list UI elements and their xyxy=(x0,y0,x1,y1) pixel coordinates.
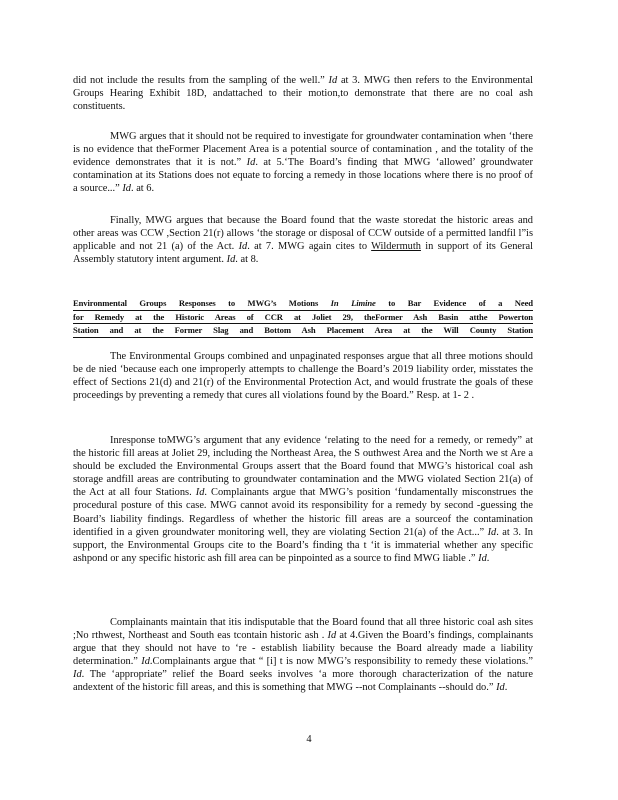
text: did not include the results from the sampling of the well.” xyxy=(73,75,325,86)
text: . at 6. xyxy=(131,183,155,195)
paragraph-2 xyxy=(73,130,533,195)
paragraph-1 xyxy=(73,74,533,113)
section-heading xyxy=(73,297,533,338)
citation: Id xyxy=(496,682,505,694)
case-name: Wildermuth xyxy=(371,241,421,253)
citation: Id xyxy=(487,526,497,538)
text: . at 5.‘The Board’s finding that MWG ‘allowed’ groundwater contamination at its Stations does not equate to forcing a remedy in those locations where there is no proof of a source...” xyxy=(73,157,533,195)
citation: Id xyxy=(122,183,131,195)
text: MWG argues that it should not be required to investigate for groundwater contamination when ‘there is no evidence that theFormer Placement Area is a potential source of contamination , and the totality of the evidence demonstrates that it is not.” xyxy=(73,131,533,169)
citation: Id xyxy=(73,669,82,681)
text: .Complainants argue that “ [i] t is now MWG’s responsibility to remedy these violations.” xyxy=(149,656,533,668)
text: Inresponse toMWG’s argument that any evidence ‘relating to the need for a remedy, or remedy” at the historic fill areas at Joliet 29, including the Northeast Area, the S outhwest Area and the North we st Are a should be excluded the Environmental Groups assert that the Board found that MWG’s historical coal ash storage andfill areas are contributing to groundwater contamination and the MWG violated Section 21(a) of the Act at all four Stations. xyxy=(73,435,533,499)
citation: Id xyxy=(246,157,256,169)
heading-line-1: Environmental Groups Responses to MWG’s Motions In Limine to Bar Evidence of a Need xyxy=(73,297,533,311)
text: . at 3. In support, the Environmental Groups cite to the Board’s finding tha t ‘it is immaterial whether any specific ashpond or any specific historic ash fill area can be pinpointed as a source to find MWG liable .” xyxy=(73,526,533,564)
text: . at 8. xyxy=(235,254,259,266)
citation: Id xyxy=(238,241,248,253)
citation: Id xyxy=(327,630,337,642)
text: at 3. MWG then refers to the Environmental Groups Hearing Exhibit 18D, andattached to their motion,to demonstrate that there are no coal ash constituents. xyxy=(73,75,534,113)
text: at 4.Given the Board’s findings, complainants argue that they should not have to ‘re - establish liability because the Board already made a liability determination.” xyxy=(73,630,534,668)
heading-line-2: for Remedy at the Historic Areas of CCR at Joliet 29, theFormer Ash Basin atthe Powerton xyxy=(73,311,533,325)
citation: Id xyxy=(478,552,487,564)
citation: Id xyxy=(141,656,150,668)
paragraph-5 xyxy=(73,434,533,565)
text: Finally, MWG argues that because the Board found that the waste storedat the historic areas and other areas was CCW ,Section 21(r) allows ‘the storage or disposal of CCW outside of a permitted landfil l”is applicable and not 21 (a) of the Act. xyxy=(73,215,533,253)
citation: Id xyxy=(328,75,338,86)
page-number: 4 xyxy=(306,734,312,745)
text: in support of its General Assembly statutory intent argument. xyxy=(73,241,533,266)
text: . The ‘appropriate” relief the Board seeks involves ‘a more thorough characterization of the nature andextent of the historic fill areas, and this is something that MWG --not Complainants --should do.” xyxy=(73,669,533,694)
text: . at 7. MWG again cites to xyxy=(247,241,368,253)
text: . Complainants argue that MWG’s position ‘fundamentally misconstrues the procedural posture of this case. MWG cannot avoid its responsibility for a remedy by second -guessing the Board’s liability findings. Regardless of whether the historic fill areas are a sourceof the contamination identified in a given groundwater monitoring well, they are violating Section 21(a) of the Act...” xyxy=(73,487,533,538)
citation: Id xyxy=(195,487,205,499)
heading-line-3: Station and at the Former Slag and Bottom Ash Placement Area at the Will County Station xyxy=(73,324,533,338)
text: Complainants maintain that itis indisputable that the Board found that all three historic coal ash sites ;No rthwest, Northeast and South eas tcontain historic ash . xyxy=(73,617,533,642)
paragraph-3 xyxy=(73,214,533,266)
citation: Id xyxy=(226,254,236,266)
text: . xyxy=(486,552,490,564)
paragraph-4: The Environmental Groups combined and unpaginated responses argue that all three motions should be de nied ‘because each one improperly attempts to challenge the Board’s 2019 liability order, misstates the effect of Sections 21(d) and 21(r) of the Environmental Protection Act, and would frustrate the goals of these proceedings by preventing a remedy that cures all violations found by the Board.” Resp. at 1- 2 . xyxy=(73,351,533,402)
text: . xyxy=(504,682,508,694)
paragraph-6 xyxy=(73,616,533,695)
